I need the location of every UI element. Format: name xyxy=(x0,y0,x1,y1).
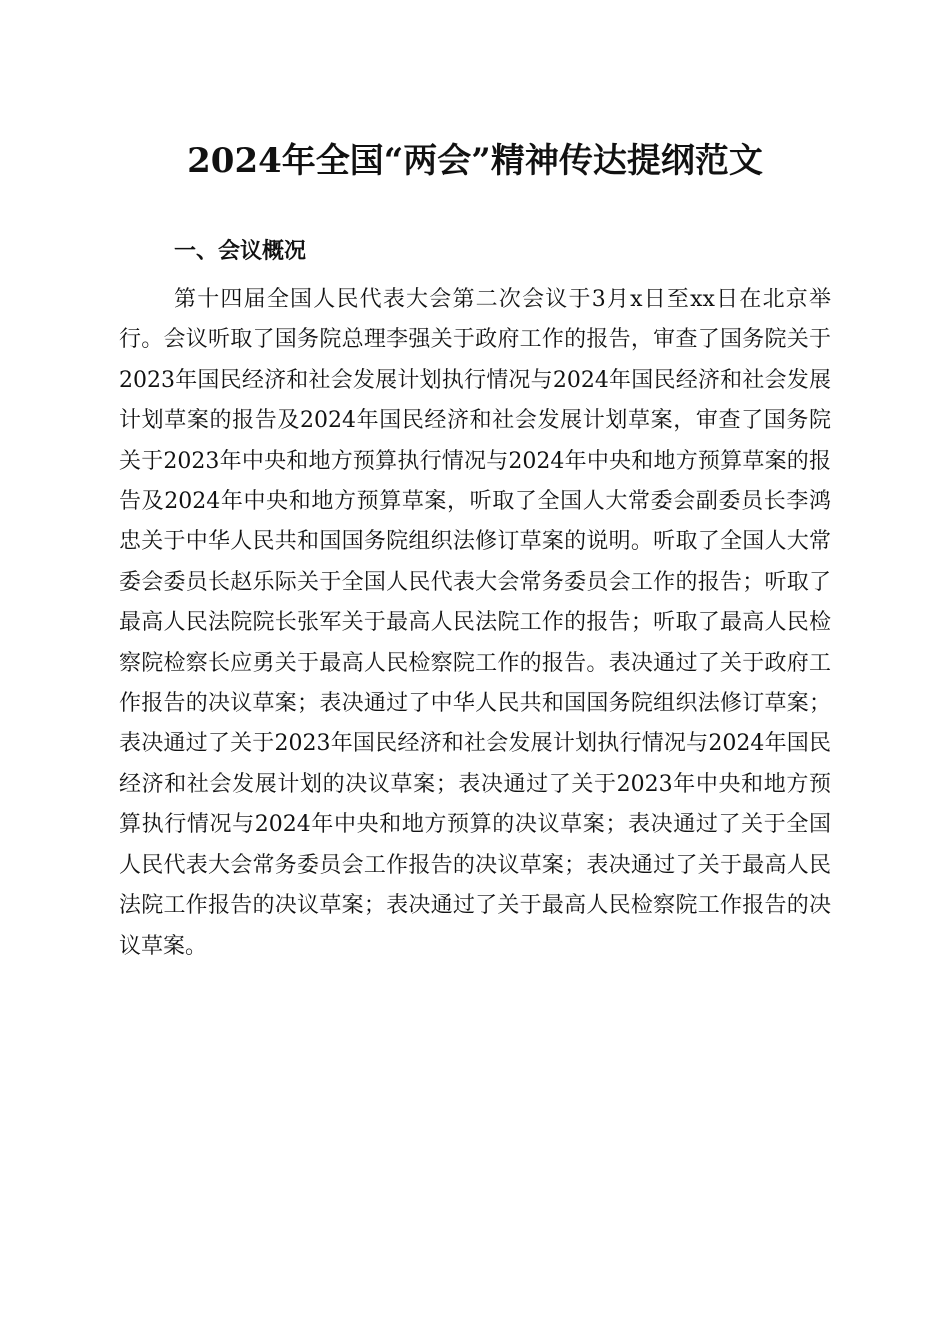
section-heading-meeting-overview: 一、会议概况 xyxy=(174,239,307,264)
body-paragraph: 第十四届全国人民代表大会第二次会议于3月x日至xx日在北京举行。会议听取了国务院总理李强关于政府工作的报告，审查了国务院关于2023年国民经济和社会发展计划执行情况与2024年国民经济和社会发展计划草案的报告及2024年国民经济和社会发展计划草案，审查了国务院关于2023年中央和地方预算执行情况与2024年中央和地方预算草案的报告及2024年中央和地方预算草案，听取了全国人大常委会副委员长李鸿忠关于中华人民共和国国务院组织法修订草案的说明。听取了全国人大常委会委员长赵乐际关于全国人民代表大会常务委员会工作的报告；听取了最高人民法院院长张军关于最高人民法院工作的报告；听取了最高人民检察院检察长应勇关于最高人民检察院工作的报告。表决通过了关于政府工作报告的决议草案；表决通过了中华人民共和国国务院组织法修订草案；表决通过了关于2023年国民经济和社会发展计划执行情况与2024年国民经济和社会发展计划的决议草案；表决通过了关于2023年中央和地方预算执行情况与2024年中央和地方预算的决议草案；表决通过了关于全国人民代表大会常务委员会工作报告的决议草案；表决通过了关于最高人民法院工作报告的决议草案；表决通过了关于最高人民检察院工作报告的决议草案。 xyxy=(119,287,831,959)
document-title: 2024年全国“两会”精神传达提纲范文 xyxy=(187,141,763,181)
